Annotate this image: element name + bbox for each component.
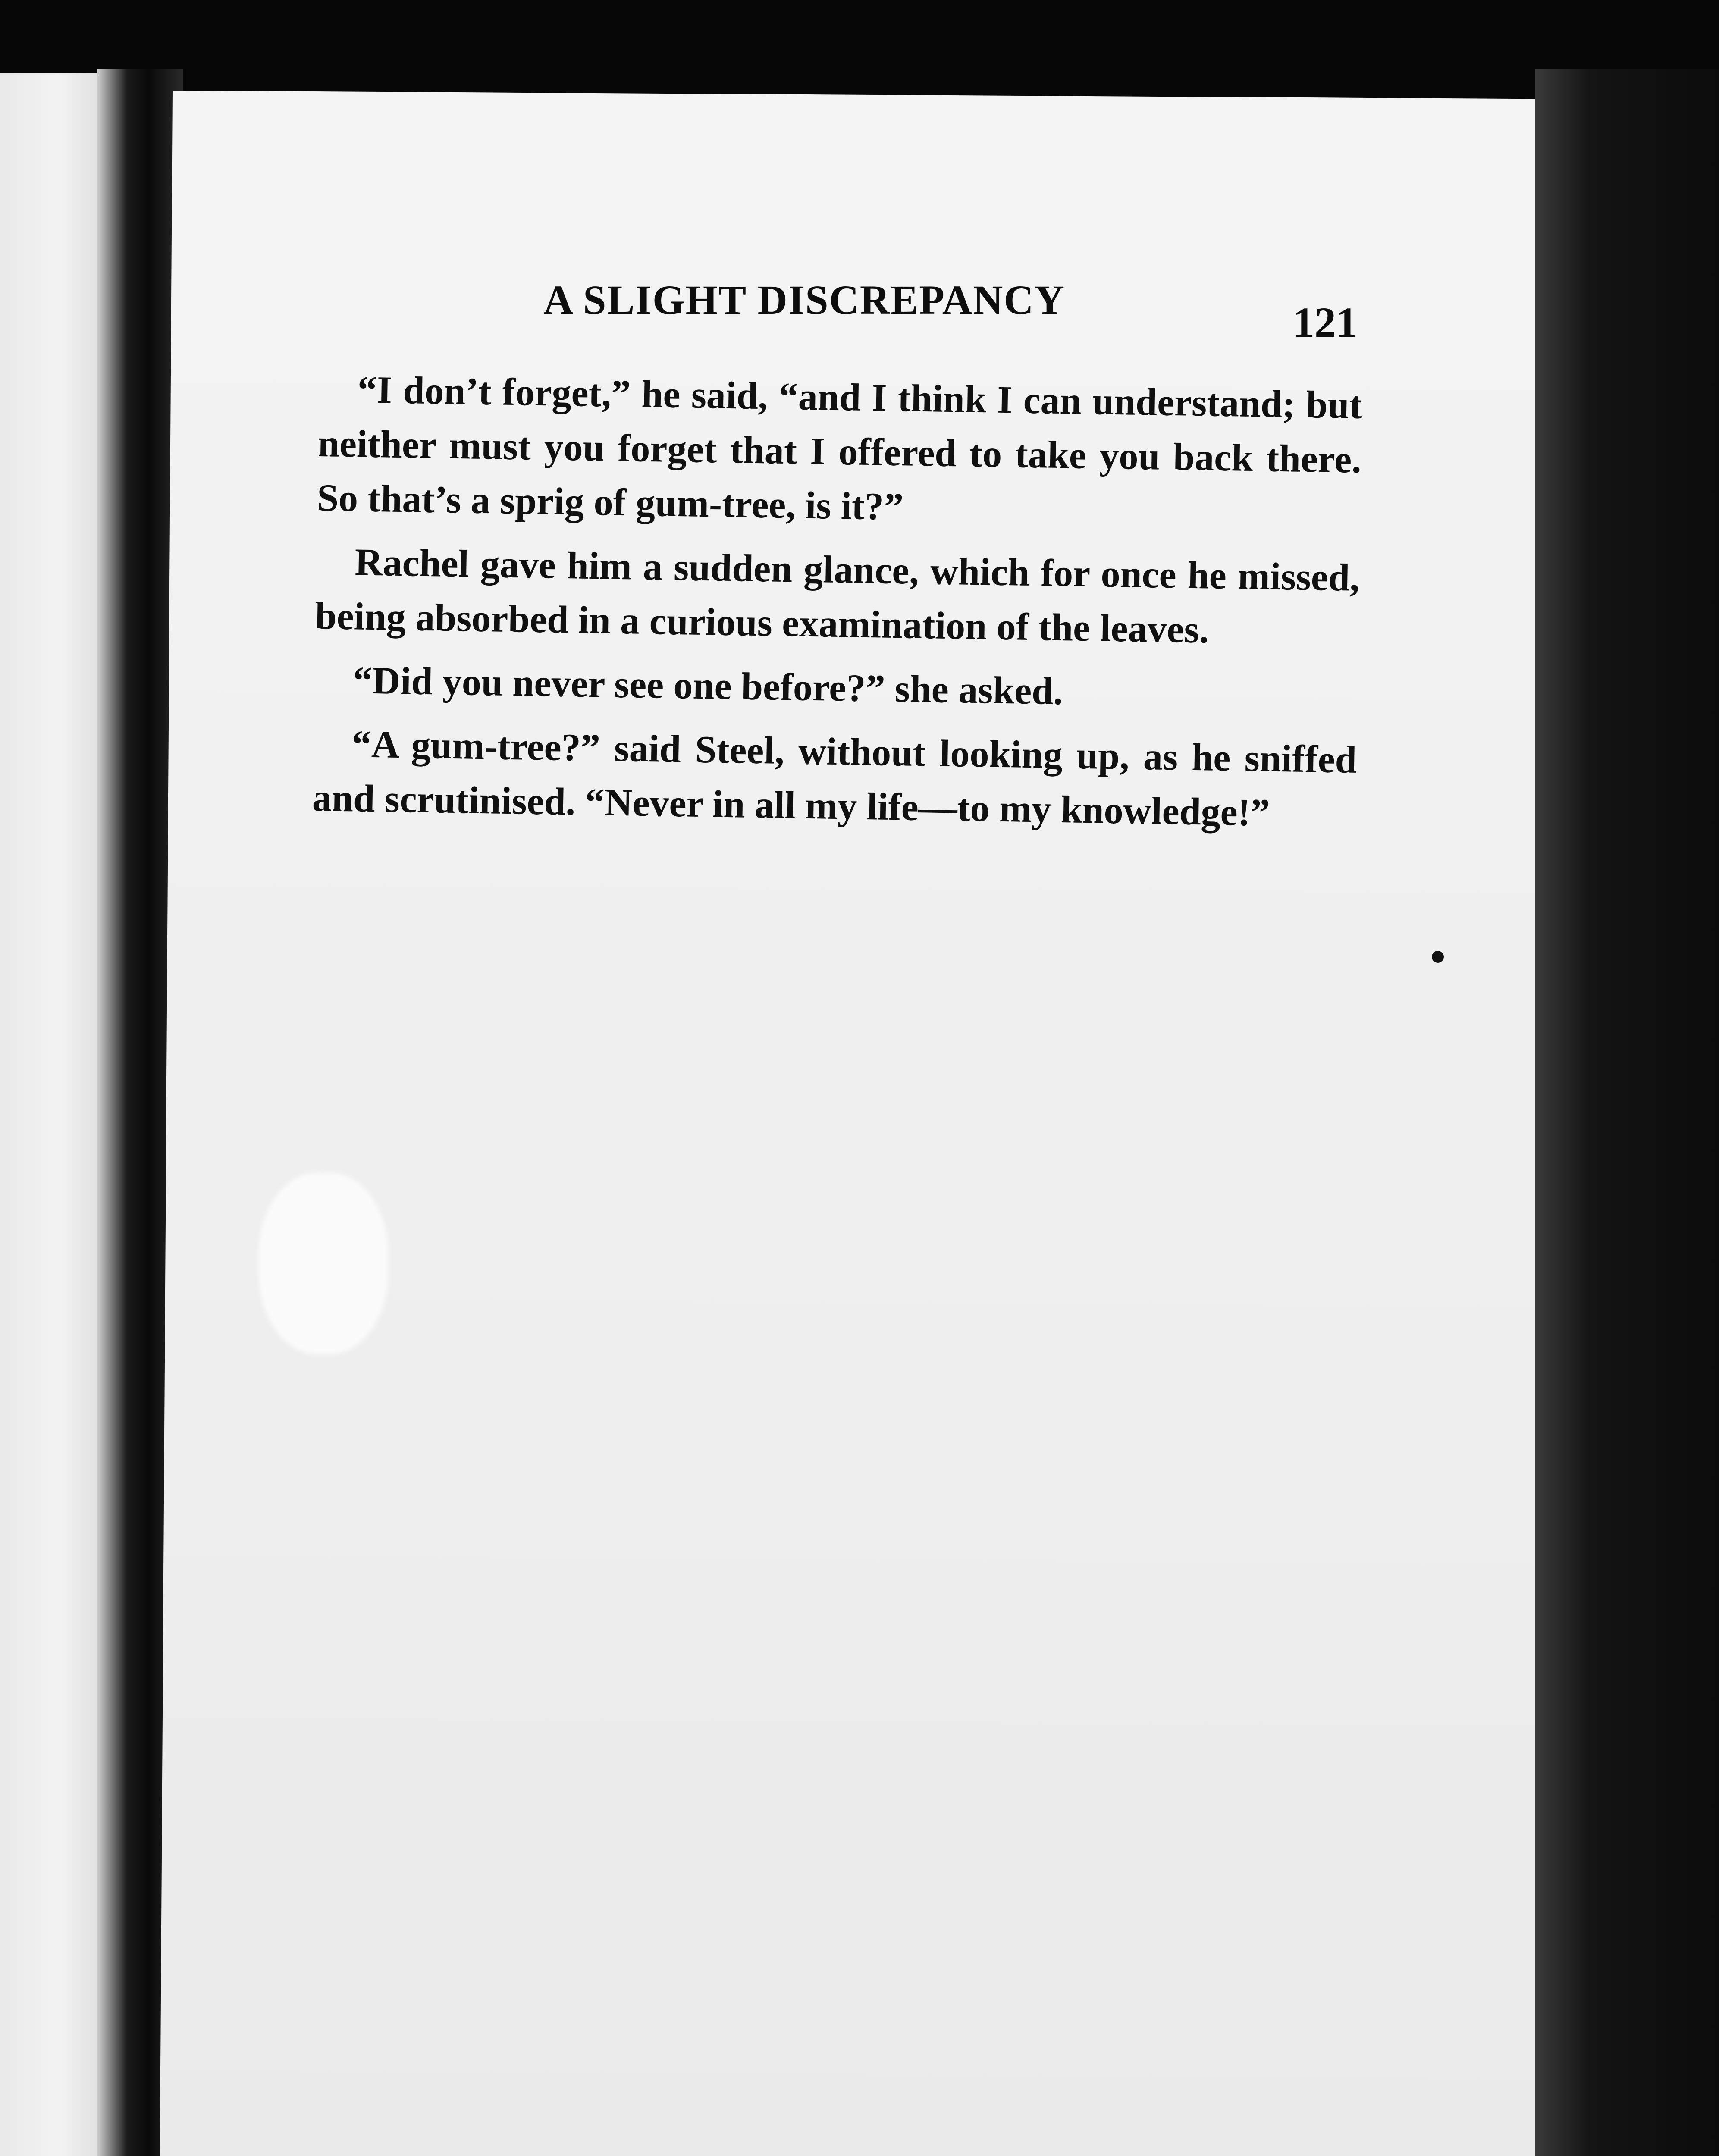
ink-spot — [1432, 951, 1444, 963]
body-text — [312, 362, 1363, 851]
page-fore-edge — [1535, 69, 1719, 2156]
paper-smudge — [259, 1173, 388, 1354]
page-number: 121 — [1293, 298, 1358, 346]
paragraph: “I don’t forget,” he said, “and I think I can understand; but neither must you forget that I offered to take you back there. So that’s a sprig of gum-tree, is it?” — [317, 368, 1363, 529]
running-head: A SLIGHT DISCREPANCY — [543, 277, 1066, 323]
facing-page-edge — [0, 73, 97, 2156]
paragraph: “Did you never see one before?” she asked. — [352, 659, 1063, 713]
paragraph: “A gum-tree?” said Steel, without looking up, as he sniffed and scrutinised. “Never in all my life—to my knowledge!” — [312, 723, 1357, 834]
paragraph: Rachel gave him a sudden glance, which for once he missed, being absorbed in a curious examination of the leaves. — [314, 541, 1360, 652]
